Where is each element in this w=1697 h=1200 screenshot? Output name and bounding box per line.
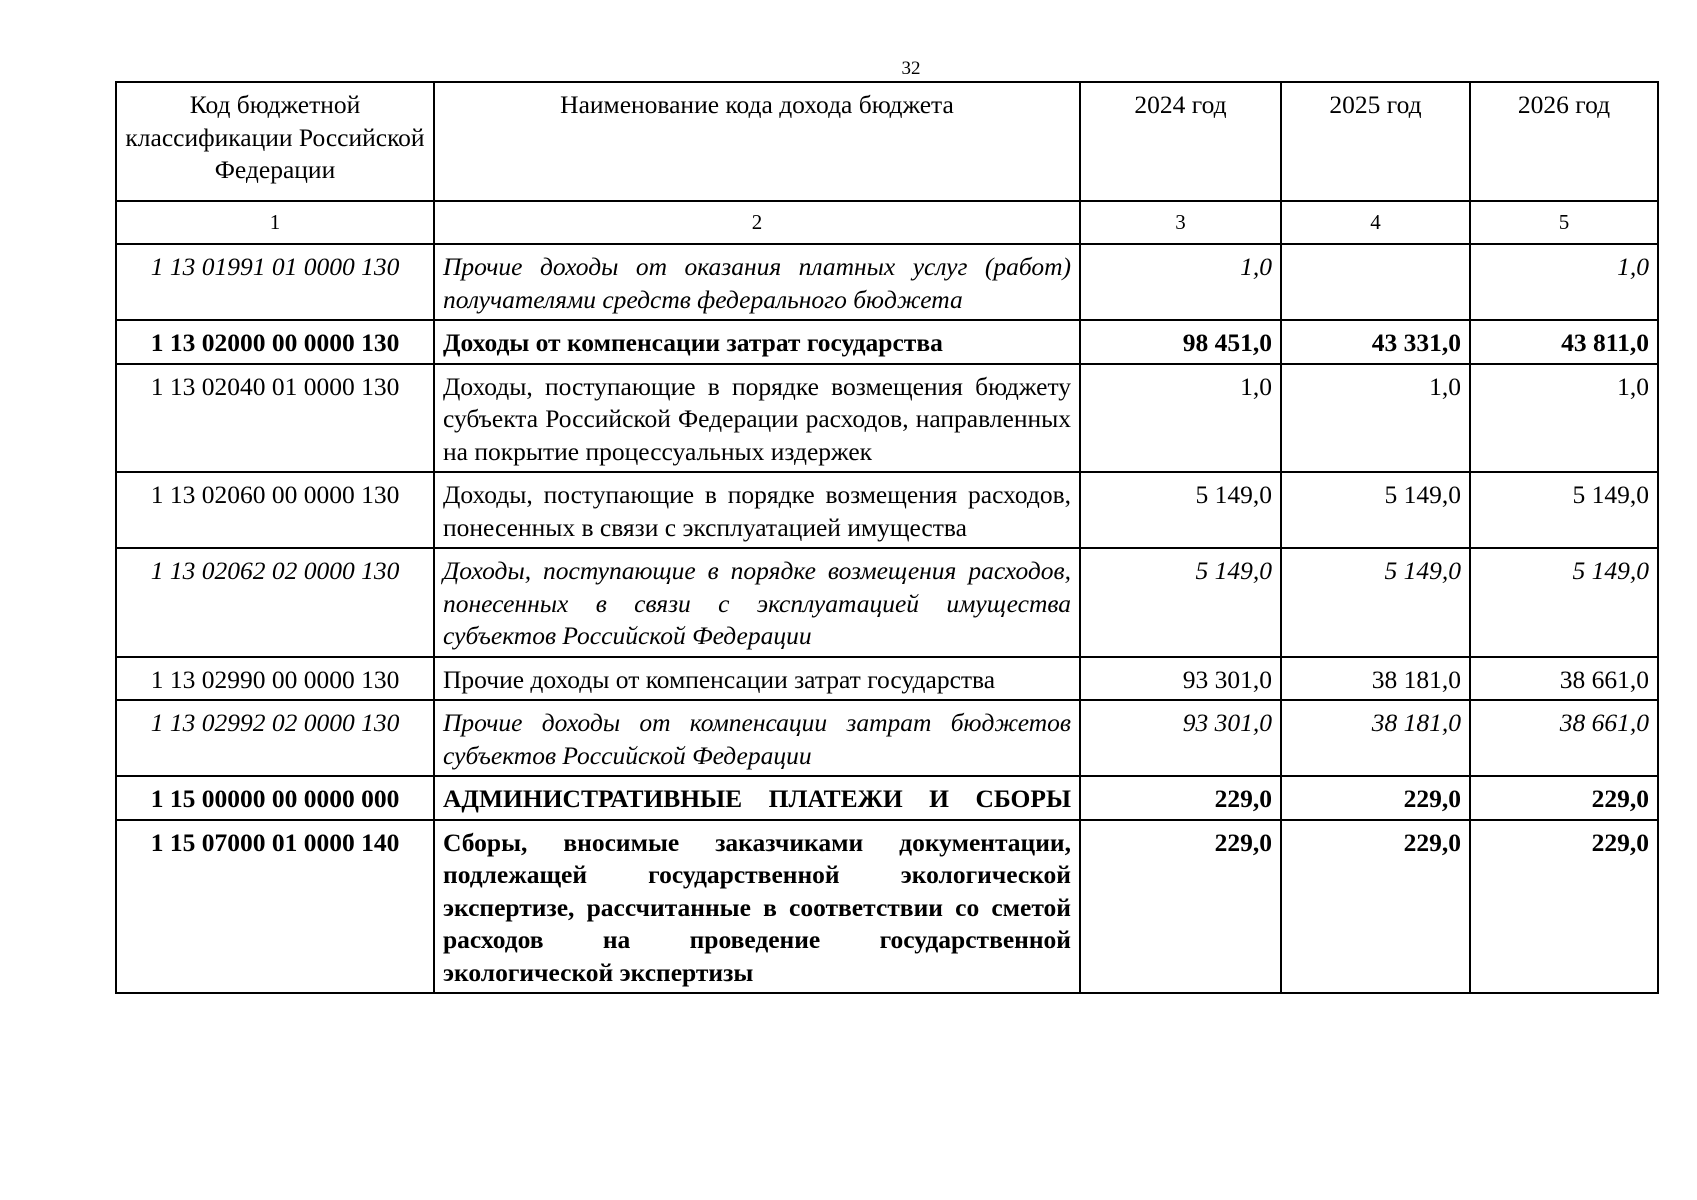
column-number: 3 <box>1080 201 1281 244</box>
value-2025-cell <box>1281 244 1470 320</box>
page-number: 32 <box>901 58 921 79</box>
column-number: 5 <box>1470 201 1658 244</box>
name-cell: Прочие доходы от компенсации затрат государства <box>434 657 1080 701</box>
value-2024-cell: 1,0 <box>1080 364 1281 473</box>
table-row <box>116 244 1658 320</box>
header-code: Код бюджетной классификации Российской Федерации <box>116 82 434 201</box>
value-2026-cell: 38 661,0 <box>1470 657 1658 701</box>
value-2024-cell: 229,0 <box>1080 820 1281 994</box>
column-number: 4 <box>1281 201 1470 244</box>
name-cell: Сборы, вносимые заказчиками документации, подлежащей государственной экологической экспертизе, рассчитанные в соответствии со сметой расходов на проведение государственной экологической экспертизы <box>434 820 1080 994</box>
header-name: Наименование кода дохода бюджета <box>434 82 1080 201</box>
name-cell: Доходы, поступающие в порядке возмещения расходов, понесенных в связи с эксплуатацией имущества субъектов Российской Федерации <box>434 548 1080 657</box>
code-cell: 1 13 02062 02 0000 130 <box>116 548 434 657</box>
name-cell: Доходы от компенсации затрат государства <box>434 320 1080 364</box>
code-cell: 1 13 02060 00 0000 130 <box>116 472 434 548</box>
value-2024-cell: 1,0 <box>1080 244 1281 320</box>
value-2026-cell: 5 149,0 <box>1470 472 1658 548</box>
table-row <box>116 657 1658 701</box>
table-row <box>116 548 1658 657</box>
value-2026-cell: 1,0 <box>1470 244 1658 320</box>
table-row <box>116 320 1658 364</box>
code-cell: 1 13 02000 00 0000 130 <box>116 320 434 364</box>
table-row <box>116 472 1658 548</box>
budget-revenue-table <box>115 81 1659 994</box>
code-cell: 1 15 07000 01 0000 140 <box>116 820 434 994</box>
value-2026-cell: 229,0 <box>1470 820 1658 994</box>
column-numbers-row <box>116 201 1658 244</box>
value-2024-cell: 93 301,0 <box>1080 700 1281 776</box>
column-number: 2 <box>434 201 1080 244</box>
value-2025-cell: 5 149,0 <box>1281 548 1470 657</box>
code-cell: 1 13 01991 01 0000 130 <box>116 244 434 320</box>
value-2024-cell: 5 149,0 <box>1080 548 1281 657</box>
code-cell: 1 13 02992 02 0000 130 <box>116 700 434 776</box>
value-2026-cell: 1,0 <box>1470 364 1658 473</box>
value-2024-cell: 98 451,0 <box>1080 320 1281 364</box>
value-2025-cell: 229,0 <box>1281 776 1470 820</box>
value-2024-cell: 93 301,0 <box>1080 657 1281 701</box>
value-2025-cell: 1,0 <box>1281 364 1470 473</box>
value-2024-cell: 229,0 <box>1080 776 1281 820</box>
table-row <box>116 776 1658 820</box>
table-header-row <box>116 82 1658 201</box>
code-cell: 1 13 02990 00 0000 130 <box>116 657 434 701</box>
value-2026-cell: 43 811,0 <box>1470 320 1658 364</box>
value-2025-cell: 229,0 <box>1281 820 1470 994</box>
value-2025-cell: 5 149,0 <box>1281 472 1470 548</box>
name-cell: Доходы, поступающие в порядке возмещения расходов, понесенных в связи с эксплуатацией имущества <box>434 472 1080 548</box>
header-2024: 2024 год <box>1080 82 1281 201</box>
column-number: 1 <box>116 201 434 244</box>
table-row <box>116 820 1658 994</box>
name-cell: АДМИНИСТРАТИВНЫЕ ПЛАТЕЖИ И СБОРЫ <box>434 776 1080 820</box>
header-2025: 2025 год <box>1281 82 1470 201</box>
value-2025-cell: 38 181,0 <box>1281 657 1470 701</box>
value-2026-cell: 5 149,0 <box>1470 548 1658 657</box>
table-row <box>116 364 1658 473</box>
value-2025-cell: 38 181,0 <box>1281 700 1470 776</box>
code-cell: 1 13 02040 01 0000 130 <box>116 364 434 473</box>
value-2024-cell: 5 149,0 <box>1080 472 1281 548</box>
code-cell: 1 15 00000 00 0000 000 <box>116 776 434 820</box>
value-2026-cell: 229,0 <box>1470 776 1658 820</box>
value-2025-cell: 43 331,0 <box>1281 320 1470 364</box>
table-row <box>116 700 1658 776</box>
name-cell: Прочие доходы от оказания платных услуг (работ) получателями средств федерального бюджета <box>434 244 1080 320</box>
name-cell: Прочие доходы от компенсации затрат бюджетов субъектов Российской Федерации <box>434 700 1080 776</box>
header-2026: 2026 год <box>1470 82 1658 201</box>
name-cell: Доходы, поступающие в порядке возмещения бюджету субъекта Российской Федерации расходов, направленных на покрытие процессуальных издержек <box>434 364 1080 473</box>
value-2026-cell: 38 661,0 <box>1470 700 1658 776</box>
